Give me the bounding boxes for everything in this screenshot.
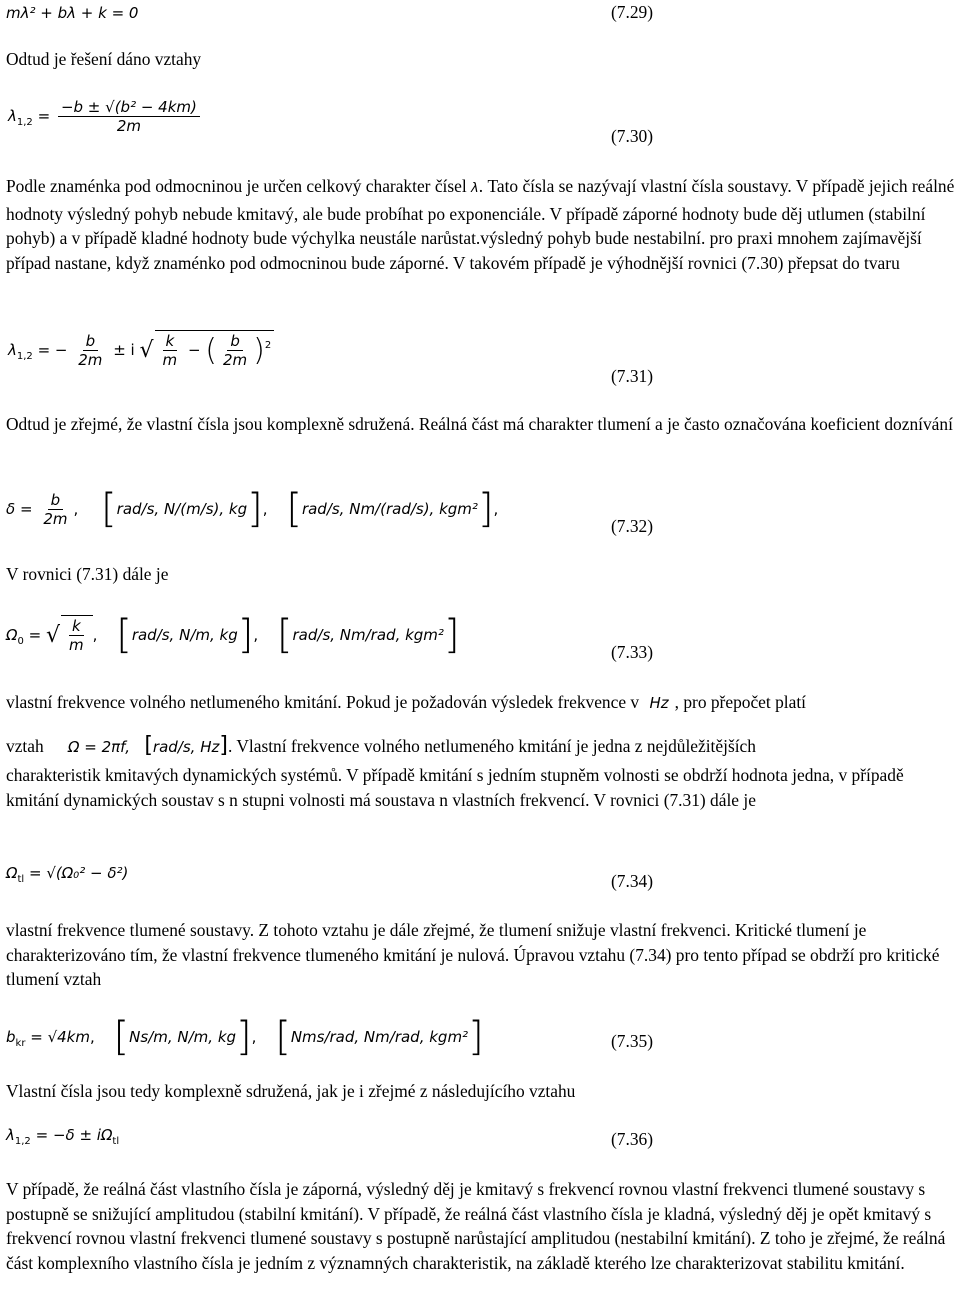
paragraph-5: vlastní frekvence volného netlumeného kmitání. Pokud je požadován výsledek frekvence v Hz , pro přepočet platí [6, 692, 806, 712]
paragraph-8: Vlastní čísla jsou tedy komplexně sdružená, jak je i zřejmé z následujícího vztahu [6, 1081, 576, 1101]
equation-number-7-29: (7.29) [611, 2, 654, 22]
equation-7-30: $\lambda_{1,2}$ = $\frac{\text{−b ± √(b² − 4km)}}{2m}$ [8, 98, 203, 135]
paragraph-7: vlastní frekvence tlumené soustavy. Z tohoto vztahu je dále zřejmé, že tlumení snižuje vlastní frekvenci. Kritické tlumení je charakterizováno tím, že vlastní frekvence tlumeného kmitání je nulová. Úpravou vztahu (7.34) pro tento případ se obdrží pro kritické tlumení vztah [6, 920, 940, 989]
equation-number-7-31: (7.31) [611, 366, 654, 386]
paragraph-4: V rovnici (7.31) dále je [6, 564, 169, 584]
equation-7-29: mλ² + bλ + k = 0 [6, 4, 139, 22]
equation-number-7-36: (7.36) [611, 1129, 654, 1149]
paragraph-6-line-1: vztah Ω = 2πf, [rad/s, Hz]. Vlastní frekvence volného netlumeného kmitání je jedna z nejdůležitějších [6, 733, 756, 758]
paragraph-6: charakteristik kmitavých dynamických systémů. V případě kmitání s jedním stupněm volnosti se obdrží hodnota jedna, v případě kmitání dynamických soustav s n stupni volnosti má soustava n vlastních frekvencí. V rovnici (7.31) dále je [6, 765, 904, 810]
paragraph-1: Odtud je řešení dáno vztahy [6, 49, 202, 69]
equation-7-31: $\lambda_{1,2}$ = − $\frac{b}{2m}$ ± i √ $\frac{k}{m}$ − ( $\frac{b}{2m}$ )$^2$ [8, 330, 274, 369]
equation-7-35: $b_{kr} = √4km$, [Ns/m, N/m, kg], [Nms/rad, Nm/rad, kgm²] [6, 1014, 484, 1060]
equation-number-7-34: (7.34) [611, 871, 654, 891]
equation-7-33: $\Omega_0$ = √ $\frac{k}{m}$ , [rad/s, N/m, kg], [rad/s, Nm/rad, kgm²] [6, 612, 460, 658]
paragraph-9: V případě, že reálná část vlastního čísla je záporná, výsledný děj je kmitavý s frekvencí rovnou vlastní frekvenci tlumené soustavy s postupně se snižující amplitudou (stabilní kmitání). V případě, že reálná část vlastního čísla je kladná, výsledný děj je opět kmitavý s frekvencí rovnou vlastní frekvenci tlumené soustavy s postupně narůstající amplitudou (nestabilní kmitání). Z toho je zřejmé, že reálná část komplexního vlastního čísla je jedním z významných charakteristik, na základě kterého lze charakterizovat stabilitu kmitání. [6, 1179, 946, 1273]
paragraph-2: Podle znaménka pod odmocninou je určen celkový charakter čísel λ. Tato čísla se nazývají vlastní čísla soustavy. V případě jejich reálné hodnoty výsledný pohyb nebude kmitavý, ale bude probíhat po exponenciále. V případě záporné hodnoty bude děj utlumen (stabilní pohyb) a v případě kladné hodnoty bude výchylka neustále narůstat.výsledný pohyb bude nestabilní. pro praxi mnohem zajímavější případ nastane, když znaménko pod odmocninou bude záporné. V takovém případě je výhodnější rovnici (7.30) přepsat do tvaru [6, 176, 955, 273]
equation-number-7-30: (7.30) [611, 126, 654, 146]
equation-7-32: δ = $\frac{b}{2m}$ , [rad/s, N/(m/s), kg], [rad/s, Nm/(rad/s), kgm²], [6, 486, 499, 532]
equation-number-7-35: (7.35) [611, 1031, 654, 1051]
equation-7-36: $\lambda_{1,2} = -\delta \pm i\Omega_{tl}$ [6, 1126, 120, 1147]
equation-number-7-33: (7.33) [611, 642, 654, 662]
equation-7-34: $\Omega_{tl} = √(\Omega_0^2 - \delta^2)$ [6, 864, 129, 885]
paragraph-3: Odtud je zřejmé, že vlastní čísla jsou komplexně sdružená. Reálná část má charakter tlumení a je často označována koeficient doznívání [6, 414, 953, 434]
equation-number-7-32: (7.32) [611, 516, 654, 536]
